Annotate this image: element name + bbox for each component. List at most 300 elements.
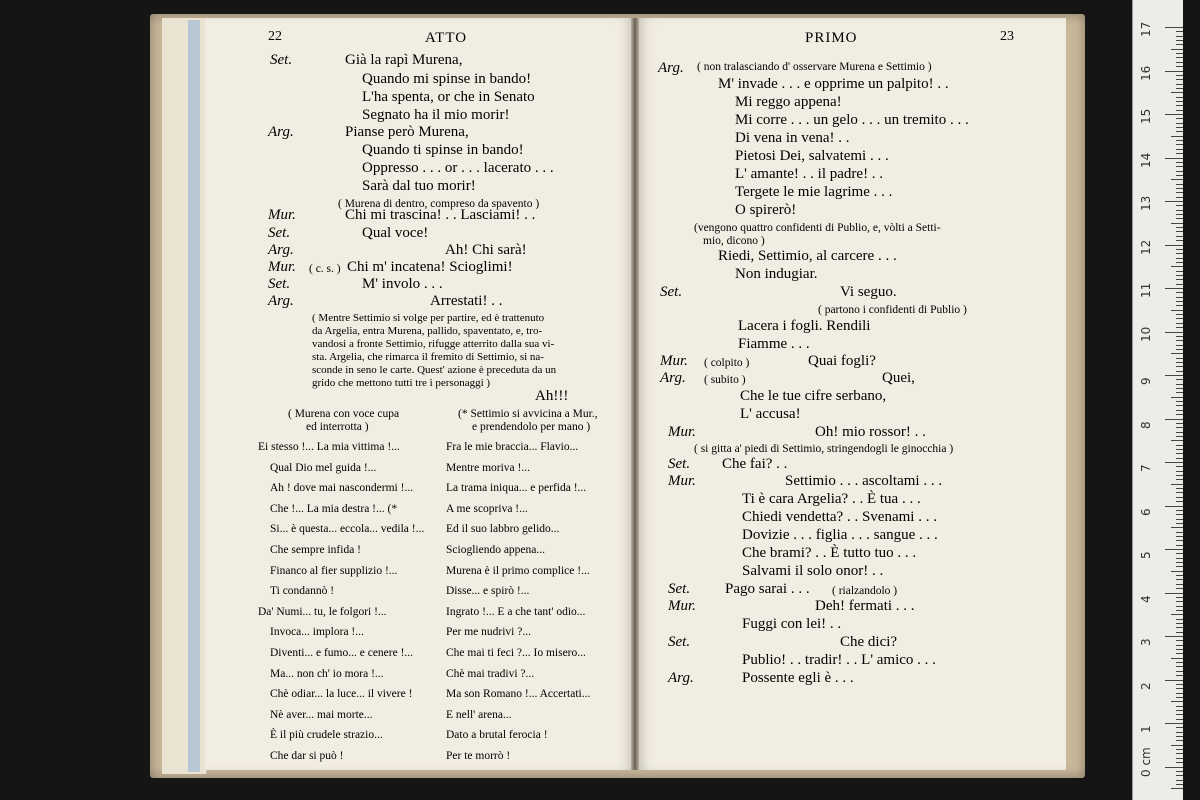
ruler-tick (1176, 275, 1183, 276)
right-stage-direction: (vengono quattro confidenti di Publio, e, vòlti a Setti- (694, 222, 941, 234)
ruler-tick (1176, 262, 1183, 263)
right-speaker-label: Set. (668, 456, 691, 472)
ruler-tick (1176, 449, 1183, 450)
right-stage-direction: ( rialzandolo ) (832, 585, 898, 597)
left-verse-line: Ah! Chi sarà! (445, 242, 527, 258)
right-verse-line: M' invade . . . e opprime un palpito! . . (718, 76, 949, 92)
ruler-tick (1176, 662, 1183, 663)
ruler-tick (1176, 710, 1183, 711)
ruler-tick (1176, 588, 1183, 589)
right-verse-line: Pago sarai . . . (725, 581, 810, 597)
ruler-tick (1176, 632, 1183, 633)
ruler-tick (1176, 57, 1183, 58)
column-line: La trama iniqua... e perfida !... (446, 482, 587, 495)
column-line: Invoca... implora !... (270, 626, 364, 639)
ruler-tick (1176, 140, 1183, 141)
left-verse-line: Sarà dal tuo morir! (362, 178, 476, 194)
ruler-tick (1171, 397, 1183, 398)
ruler-number: 4 (1139, 594, 1153, 603)
ruler-tick (1176, 401, 1183, 402)
column-line: Che !... La mia destra !... (* (270, 502, 398, 515)
ruler-tick (1176, 340, 1183, 341)
ruler-tick (1165, 201, 1183, 202)
ruler-tick (1171, 440, 1183, 441)
column-line: Ti condannò ! (270, 585, 335, 598)
ruler-number: 11 (1139, 282, 1153, 298)
ruler-tick (1176, 362, 1183, 363)
ruler-tick (1176, 392, 1183, 393)
ruler-tick (1176, 758, 1183, 759)
ruler-tick (1176, 719, 1183, 720)
ruler-tick (1176, 553, 1183, 554)
ruler-tick (1176, 566, 1183, 567)
ruler-tick (1176, 231, 1183, 232)
right-verse-line: Possente egli è . . . (742, 670, 854, 686)
ruler-tick (1165, 245, 1183, 246)
ruler-tick (1176, 575, 1183, 576)
right-verse-line: L' accusa! (740, 406, 801, 422)
right-verse-line: Ti è cara Argelia? . . È tua . . . (742, 491, 921, 507)
ruler-tick (1176, 562, 1183, 563)
ruler-number: 9 (1139, 377, 1153, 385)
column-line: Ed il suo labbro gelido... (446, 523, 560, 536)
column-line: Che mai ti feci ?... Io misero... (446, 647, 586, 659)
ruler-tick (1165, 114, 1183, 115)
right-speaker-label: Arg. (660, 370, 686, 386)
ruler-tick (1176, 153, 1183, 154)
ruler-tick (1176, 753, 1183, 754)
right-verse-line: Che le tue cifre serbano, (740, 388, 887, 404)
ruler-tick (1176, 732, 1183, 733)
measurement-ruler (1132, 0, 1183, 800)
ruler-tick (1171, 701, 1183, 702)
column-line: Qual Dio mel guida !... (270, 461, 377, 474)
column-line: Ei stesso !... La mia vittima !... (258, 441, 400, 453)
right-stage-direction: ( si gitta a' piedi di Settimio, stringendogli le ginocchia ) (694, 443, 954, 455)
left-verse-line: Segnato ha il mio morir! (362, 107, 510, 123)
ruler-tick (1176, 44, 1183, 45)
right-verse-line: Settimio . . . ascoltami . . . (785, 473, 943, 489)
ruler-tick (1176, 410, 1183, 411)
ruler-tick (1176, 166, 1183, 167)
left-speaker-label: Arg. (268, 124, 294, 140)
ruler-tick (1176, 405, 1183, 406)
right-verse-line: L' amante! . . il padre! . . (735, 166, 884, 182)
left-verse-line: Pianse però Murena, (345, 124, 469, 140)
left-verse-line: Chi m' incatena! Scioglimi! (347, 259, 513, 275)
ruler-tick (1176, 653, 1183, 654)
ruler-tick (1165, 332, 1183, 333)
left-verse-line: Quando ti spinse in bando! (362, 142, 524, 158)
ruler-tick (1176, 379, 1183, 380)
ruler-tick (1171, 310, 1183, 311)
ruler-tick (1171, 658, 1183, 659)
ruler-tick (1171, 179, 1183, 180)
ruler-number: 8 (1139, 420, 1153, 429)
left-verse-line: M' involo . . . (362, 276, 443, 292)
ruler-number: 6 (1139, 507, 1153, 516)
right-verse-line: Fuggi con lei! . . (742, 616, 842, 632)
column-line: Financo al fier supplizio !... (270, 564, 398, 577)
right-speaker-label: Set. (660, 284, 683, 300)
left-verse-line: Già la rapì Murena, (345, 52, 463, 68)
ruler-tick (1176, 423, 1183, 424)
ruler-tick (1176, 127, 1183, 128)
ruler-tick (1176, 279, 1183, 280)
ruler-tick (1176, 497, 1183, 498)
ruler-tick (1176, 640, 1183, 641)
left-verse-line: Ah!!! (535, 388, 569, 404)
ruler-tick (1176, 53, 1183, 54)
ruler-tick (1176, 675, 1183, 676)
left-verse-line: L'ha spenta, or che in Senato (362, 89, 535, 105)
ruler-tick (1176, 358, 1183, 359)
ruler-tick (1176, 301, 1183, 302)
ruler-tick (1176, 579, 1183, 580)
left-speaker-label: Set. (268, 276, 291, 292)
ruler-tick (1176, 327, 1183, 328)
column-heading-murena-2: ed interrotta ) (306, 421, 369, 433)
right-verse-line: Oh! mio rossor! . . (815, 424, 926, 440)
left-verse-line: Arrestati! . . (430, 293, 503, 309)
left-page-number: 22 (268, 29, 282, 44)
ruler-tick (1176, 110, 1183, 111)
ruler-tick (1176, 314, 1183, 315)
ruler-tick (1176, 227, 1183, 228)
left-speaker-label: Mur. (268, 207, 296, 223)
ruler-tick (1176, 349, 1183, 350)
column-line: Ma... non ch' io mora !... (270, 667, 384, 680)
ruler-tick (1176, 253, 1183, 254)
ruler-tick (1176, 62, 1183, 63)
column-line: Che sempre infida ! (270, 544, 362, 556)
ruler-tick (1176, 597, 1183, 598)
ruler-tick (1171, 49, 1183, 50)
ruler-tick (1176, 514, 1183, 515)
column-line: Si... è questa... eccola... vedila !... (270, 523, 425, 536)
column-line: Nè aver... mai morte... (270, 708, 373, 721)
column-heading-murena: ( Murena con voce cupa (288, 408, 400, 420)
ruler-tick (1176, 436, 1183, 437)
right-stage-direction: ( non tralasciando d' osservare Murena e Settimio ) (697, 61, 932, 73)
ruler-tick (1176, 36, 1183, 37)
ruler-number: 13 (1139, 195, 1153, 211)
ruler-tick (1176, 323, 1183, 324)
right-verse-line: Mi corre . . . un gelo . . . un tremito . . . (735, 112, 969, 128)
right-verse-line: Tergete le mie lagrime . . . (735, 184, 893, 200)
ruler-tick (1176, 97, 1183, 98)
left-running-head: ATTO (425, 30, 468, 46)
ruler-number: 14 (1139, 152, 1153, 168)
ruler-tick (1176, 545, 1183, 546)
left-speaker-label: Set. (268, 225, 291, 241)
right-stage-direction: ( subito ) (704, 374, 746, 386)
ruler-number: 0 cm (1139, 746, 1153, 777)
ruler-tick (1165, 71, 1183, 72)
ruler-tick (1176, 501, 1183, 502)
right-verse-line: Che fai? . . (722, 456, 788, 472)
left-speaker-label: Arg. (268, 293, 294, 309)
ruler-tick (1176, 384, 1183, 385)
ruler-tick (1165, 767, 1183, 768)
ruler-tick (1176, 214, 1183, 215)
right-speaker-label: Mur. (668, 598, 696, 614)
right-verse-line: Fiamme . . . (738, 336, 810, 352)
left-verse-line: Chi mi trascina! . . Lasciami! . . (345, 207, 536, 223)
ruler-tick (1176, 492, 1183, 493)
ruler-tick (1176, 284, 1183, 285)
ruler-number: 16 (1139, 65, 1153, 81)
column-line: A me scopriva !... (446, 502, 528, 515)
column-line: Da' Numi... tu, le folgori !... (258, 605, 387, 618)
left-speaker-label: Set. (270, 52, 293, 68)
ruler-tick (1176, 771, 1183, 772)
ruler-tick (1176, 466, 1183, 467)
column-line: Chè mai tradivi ?... (446, 667, 535, 680)
ruler-tick (1165, 375, 1183, 376)
ruler-tick (1176, 432, 1183, 433)
ruler-tick (1176, 479, 1183, 480)
column-line: Per te morrò ! (446, 750, 511, 762)
ruler-number: 5 (1139, 551, 1153, 559)
ruler-tick (1176, 366, 1183, 367)
ruler-tick (1176, 205, 1183, 206)
ruler-tick (1165, 549, 1183, 550)
ruler-tick (1171, 353, 1183, 354)
ruler-number: 7 (1139, 464, 1153, 472)
right-speaker-label: Set. (668, 634, 691, 650)
ruler-tick (1176, 258, 1183, 259)
ruler-tick (1176, 519, 1183, 520)
ruler-tick (1176, 523, 1183, 524)
left-verse-line: Quando mi spinse in bando! (362, 71, 532, 87)
ruler-tick (1176, 84, 1183, 85)
ruler-tick (1171, 266, 1183, 267)
ruler-tick (1176, 510, 1183, 511)
column-heading-settimio-2: e prendendolo per mano ) (472, 421, 591, 433)
ruler-tick (1176, 66, 1183, 67)
left-stage-direction: sta. Argelia, che rimarca il fremito di Settimio, si na- (312, 351, 544, 363)
ruler-tick (1171, 788, 1183, 789)
right-verse-line: Che dici? (840, 634, 898, 650)
ruler-tick (1176, 271, 1183, 272)
right-verse-line: Lacera i fogli. Rendili (738, 318, 871, 334)
ruler-tick (1171, 571, 1183, 572)
column-line: Diventi... e fumo... e cenere !... (270, 647, 414, 659)
ruler-tick (1176, 297, 1183, 298)
right-verse-line: Publio! . . tradir! . . L' amico . . . (742, 652, 936, 668)
ruler-tick (1176, 210, 1183, 211)
column-line: Chè odiar... la luce... il vivere ! (270, 688, 413, 701)
ruler-tick (1176, 749, 1183, 750)
ruler-number: 1 (1139, 725, 1153, 733)
ruler-tick (1165, 462, 1183, 463)
right-speaker-label: Mur. (668, 424, 696, 440)
ruler-tick (1176, 693, 1183, 694)
ruler-number: 3 (1139, 638, 1153, 646)
ruler-tick (1176, 458, 1183, 459)
column-heading-settimio: (* Settimio si avvicina a Mur., (458, 408, 598, 420)
ruler-tick (1171, 92, 1183, 93)
ruler-tick (1165, 419, 1183, 420)
column-line: Per me nudrivi ?... (446, 626, 531, 639)
column-line: Ma son Romano !... Accertati... (446, 688, 591, 701)
ruler-tick (1176, 671, 1183, 672)
ruler-tick (1176, 445, 1183, 446)
left-verse-line: Qual voce! (362, 225, 429, 241)
ruler-tick (1176, 584, 1183, 585)
ruler-tick (1176, 784, 1183, 785)
ruler-tick (1176, 645, 1183, 646)
ruler-tick (1176, 414, 1183, 415)
column-line: Mentre moriva !... (446, 461, 530, 474)
ruler-tick (1171, 223, 1183, 224)
column-line: E nell' arena... (446, 708, 512, 721)
right-page-number: 23 (1000, 29, 1014, 44)
ruler-tick (1176, 131, 1183, 132)
ruler-tick (1176, 471, 1183, 472)
ruler-tick (1176, 714, 1183, 715)
ruler-tick (1176, 240, 1183, 241)
ruler-tick (1176, 218, 1183, 219)
ruler-number: 17 (1139, 21, 1153, 37)
ruler-tick (1176, 197, 1183, 198)
right-verse-line: Di vena in vena! . . (735, 130, 850, 146)
ruler-tick (1176, 706, 1183, 707)
ruler-tick (1165, 636, 1183, 637)
ruler-tick (1171, 136, 1183, 137)
right-verse-line: Deh! fermati . . . (815, 598, 915, 614)
ruler-tick (1176, 123, 1183, 124)
ruler-tick (1165, 288, 1183, 289)
book-gutter (631, 18, 639, 770)
column-line: È il più crudele strazio... (270, 729, 383, 742)
ruler-tick (1176, 188, 1183, 189)
ruler-tick (1171, 484, 1183, 485)
right-speaker-label: Mur. (660, 353, 688, 369)
ruler-tick (1176, 606, 1183, 607)
ruler-tick (1176, 305, 1183, 306)
ruler-tick (1176, 249, 1183, 250)
ruler-tick (1165, 680, 1183, 681)
ruler-tick (1176, 75, 1183, 76)
column-line: Che dar si può ! (270, 750, 344, 762)
right-verse-line: Chiedi vendetta? . . Svenami . . . (742, 509, 937, 525)
ruler-tick (1176, 31, 1183, 32)
ruler-tick (1176, 184, 1183, 185)
ruler-tick (1171, 614, 1183, 615)
ruler-tick (1176, 601, 1183, 602)
right-verse-line: Mi reggo appena! (735, 94, 842, 110)
column-line: Ingrato !... E a che tant' odio... (446, 605, 586, 618)
right-verse-line: O spirerò! (735, 202, 797, 218)
ruler-tick (1176, 171, 1183, 172)
ruler-number: 2 (1139, 681, 1153, 690)
column-line: Fra le mie braccia... Flavio... (446, 441, 579, 453)
right-verse-line: Non indugiar. (735, 266, 818, 282)
ruler-number: 12 (1139, 239, 1153, 255)
ruler-tick (1176, 649, 1183, 650)
left-speaker-label: Arg. (268, 242, 294, 258)
ruler-tick (1176, 619, 1183, 620)
right-verse-line: Pietosi Dei, salvatemi . . . (735, 148, 889, 164)
ruler-tick (1176, 666, 1183, 667)
ruler-tick (1176, 780, 1183, 781)
ruler-tick (1165, 158, 1183, 159)
ruler-tick (1176, 236, 1183, 237)
ruler-tick (1165, 506, 1183, 507)
right-speaker-label: Arg. (668, 670, 694, 686)
left-stage-direction: ( c. s. ) (309, 263, 341, 275)
ruler-number: 10 (1139, 326, 1153, 342)
ruler-tick (1176, 162, 1183, 163)
ruler-tick (1165, 593, 1183, 594)
left-stage-direction: ( Mentre Settimio si volge per partire, ed è trattenuto (312, 312, 545, 324)
right-verse-line: Quai fogli? (808, 353, 876, 369)
ruler-tick (1165, 723, 1183, 724)
left-stage-direction: vandosi a fronte Settimio, rifugge atterrito dalla sua vi- (312, 338, 555, 350)
right-speaker-label: Set. (668, 581, 691, 597)
column-line: Disse... e spirò !... (446, 585, 530, 598)
right-speaker-label: Mur. (668, 473, 696, 489)
ruler-tick (1176, 192, 1183, 193)
ruler-tick (1176, 118, 1183, 119)
right-speaker-label: Arg. (658, 60, 684, 76)
ruler-tick (1176, 371, 1183, 372)
column-line: Murena è il primo complice !... (446, 564, 590, 577)
column-line: Sciogliendo appena... (446, 544, 546, 556)
ruler-tick (1176, 336, 1183, 337)
left-speaker-label: Mur. (268, 259, 296, 275)
left-stage-direction: da Argelia, entra Murena, pallido, spaventato, e, tro- (312, 325, 543, 337)
ruler-tick (1165, 27, 1183, 28)
ruler-tick (1176, 105, 1183, 106)
ruler-tick (1176, 727, 1183, 728)
right-verse-line: Dovizie . . . figlia . . . sangue . . . (742, 527, 938, 543)
right-stage-direction: ( partono i confidenti di Publio ) (818, 304, 967, 316)
ruler-tick (1176, 540, 1183, 541)
ruler-tick (1176, 688, 1183, 689)
column-line: Dato a brutal ferocia ! (446, 729, 548, 742)
ruler-tick (1176, 736, 1183, 737)
ruler-tick (1176, 40, 1183, 41)
right-verse-line: Che brami? . . È tutto tuo . . . (742, 545, 917, 561)
ruler-tick (1176, 453, 1183, 454)
right-stage-direction: mio, dicono ) (703, 235, 765, 247)
ruler-tick (1176, 623, 1183, 624)
left-verse-line: Oppresso . . . or . . . lacerato . . . (362, 160, 554, 176)
right-running-head: PRIMO (805, 30, 858, 46)
ruler-tick (1176, 762, 1183, 763)
right-verse-line: Vi seguo. (840, 284, 897, 300)
ruler-tick (1176, 144, 1183, 145)
ruler-tick (1176, 292, 1183, 293)
ruler-tick (1176, 475, 1183, 476)
ruler-tick (1176, 684, 1183, 685)
column-line: Ah ! dove mai nascondermi !... (270, 482, 414, 495)
ruler-tick (1176, 427, 1183, 428)
ruler-tick (1176, 88, 1183, 89)
ruler-tick (1176, 536, 1183, 537)
ruler-tick (1176, 318, 1183, 319)
ruler-tick (1176, 345, 1183, 346)
page-edges (162, 18, 207, 774)
left-stage-direction: grido che mettono tutti tre i personaggi ) (312, 377, 491, 389)
left-stage-direction: sconde in seno le carte. Quest' azione è preceduta da un (312, 364, 557, 376)
right-verse-line: Salvami il solo onor! . . (742, 563, 884, 579)
right-stage-direction: ( colpito ) (704, 357, 750, 369)
ruler-tick (1176, 740, 1183, 741)
